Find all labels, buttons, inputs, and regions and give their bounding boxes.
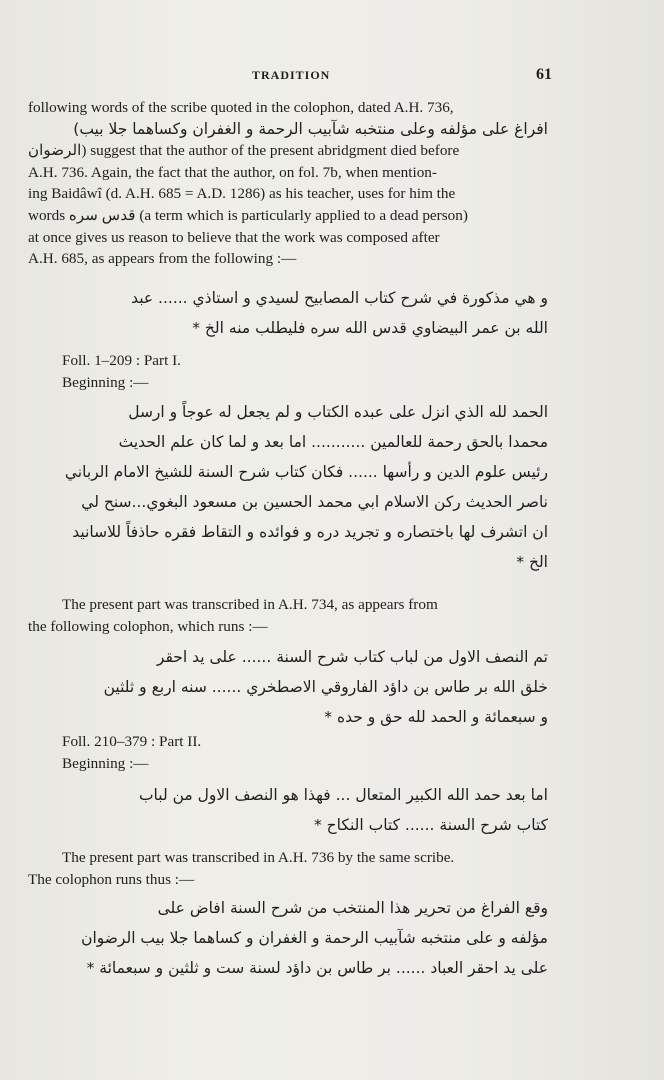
beginning-label: Beginning :— — [62, 754, 149, 772]
text-line: following words of the scribe quoted in the colophon, dated A.H. 736, — [28, 99, 454, 116]
arabic-quote-3 — [28, 642, 548, 732]
arabic-line: الحمد لله الذي انزل على عبده الكتاب و لم يجعل له عوجاً و ارسل — [128, 403, 548, 421]
text-line: A.H. 685, as appears from the following :— — [28, 250, 297, 268]
arabic-line: تم النصف الاول من لباب كتاب شرح السنة ...... على يد احقر — [156, 648, 548, 666]
arabic-line: رئيس علوم الدين و رأسها ...... فكان كتاب شرح السنة للشيخ الامام الرباني — [64, 463, 548, 481]
text-line: ing Baidâwî (d. A.H. 685 = A.D. 1286) as his teacher, uses for him the — [28, 185, 456, 203]
beginning-label: Beginning :— — [62, 373, 149, 391]
arabic-line: كتاب شرح السنة ...... كتاب النكاح * — [314, 816, 548, 834]
arabic-quote-4 — [28, 780, 548, 840]
arabic-quote-5 — [28, 893, 548, 983]
paragraph-3 — [28, 847, 548, 890]
arabic-line: مؤلفه و على منتخبه شآبيب الرحمة و الغفران و كساهما جلا بيب الرضوان — [81, 929, 548, 947]
arabic-line: و سبعمائة و الحمد لله حق و حده * — [324, 708, 548, 726]
arabic-line: الله بن عمر البيضاوي قدس الله سره فليطلب منه الخ * — [192, 319, 548, 337]
page-number: 61 — [536, 66, 552, 83]
text-line: words قدس سره (a term which is particularly applied to a dead person) — [28, 206, 468, 224]
text-line: A.H. 736. Again, the fact that the author, on fol. 7b, when mention- — [28, 163, 437, 181]
arabic-quote-1 — [28, 283, 548, 343]
part-2-heading — [28, 731, 582, 774]
text-line: الرضوان) suggest that the author of the present abridgment died before — [28, 142, 460, 160]
arabic-line: اما بعد حمد الله الكبير المتعال ... فهذا هو النصف الاول من لباب — [138, 786, 548, 804]
text-line: The present part was transcribed in A.H. 736 by the same scribe. — [62, 849, 455, 866]
arabic-line: محمدا بالحق رحمة للعالمين ........... اما بعد و لما كان علم الحديث — [118, 433, 548, 451]
arabic-line: ان اتشرف لها باختصاره و تجريد دره و فوائده و التقاط فقره حاذفاً للاسانيد — [72, 523, 548, 541]
text-line: the following colophon, which runs :— — [28, 617, 268, 635]
paragraph-2 — [28, 594, 548, 637]
arabic-line: على يد احقر العباد ...... بر طاس بن داؤد لسنة ست و ثلثين و سبعمائة * — [86, 959, 548, 977]
running-head — [0, 66, 664, 88]
folio-range: Foll. 210–379 : Part II. — [62, 733, 202, 750]
arabic-line: الخ * — [516, 553, 548, 571]
part-1-heading — [28, 350, 582, 393]
text-line: The present part was transcribed in A.H. 734, as appears from — [62, 596, 438, 613]
arabic-line: ناصر الحديث ركن الاسلام ابي محمد الحسين بن مسعود البغوي...سنح لي — [81, 493, 548, 511]
arabic-inline-line: افراغ على مؤلفه وعلى منتخبه شآبيب الرحمة و الغفران وكساهما جلا بيب) — [73, 119, 548, 138]
arabic-line: و هي مذكورة في شرح كتاب المصابيح لسيدي و استاذي ...... عبد — [131, 289, 548, 307]
text-line: at once gives us reason to believe that the work was composed after — [28, 228, 440, 246]
folio-range: Foll. 1–209 : Part I. — [62, 352, 181, 369]
text-line: The colophon runs thus :— — [28, 870, 195, 888]
arabic-quote-2 — [28, 397, 548, 577]
paragraph-1 — [28, 97, 548, 270]
arabic-line: وقع الفراغ من تحرير هذا المنتخب من شرح السنة افاض على — [157, 899, 548, 917]
running-title: TRADITION — [252, 68, 331, 82]
arabic-line: خلق الله بر طاس بن داؤد الفاروقي الاصطخري ...... سنه اربع و ثلثين — [103, 678, 548, 696]
